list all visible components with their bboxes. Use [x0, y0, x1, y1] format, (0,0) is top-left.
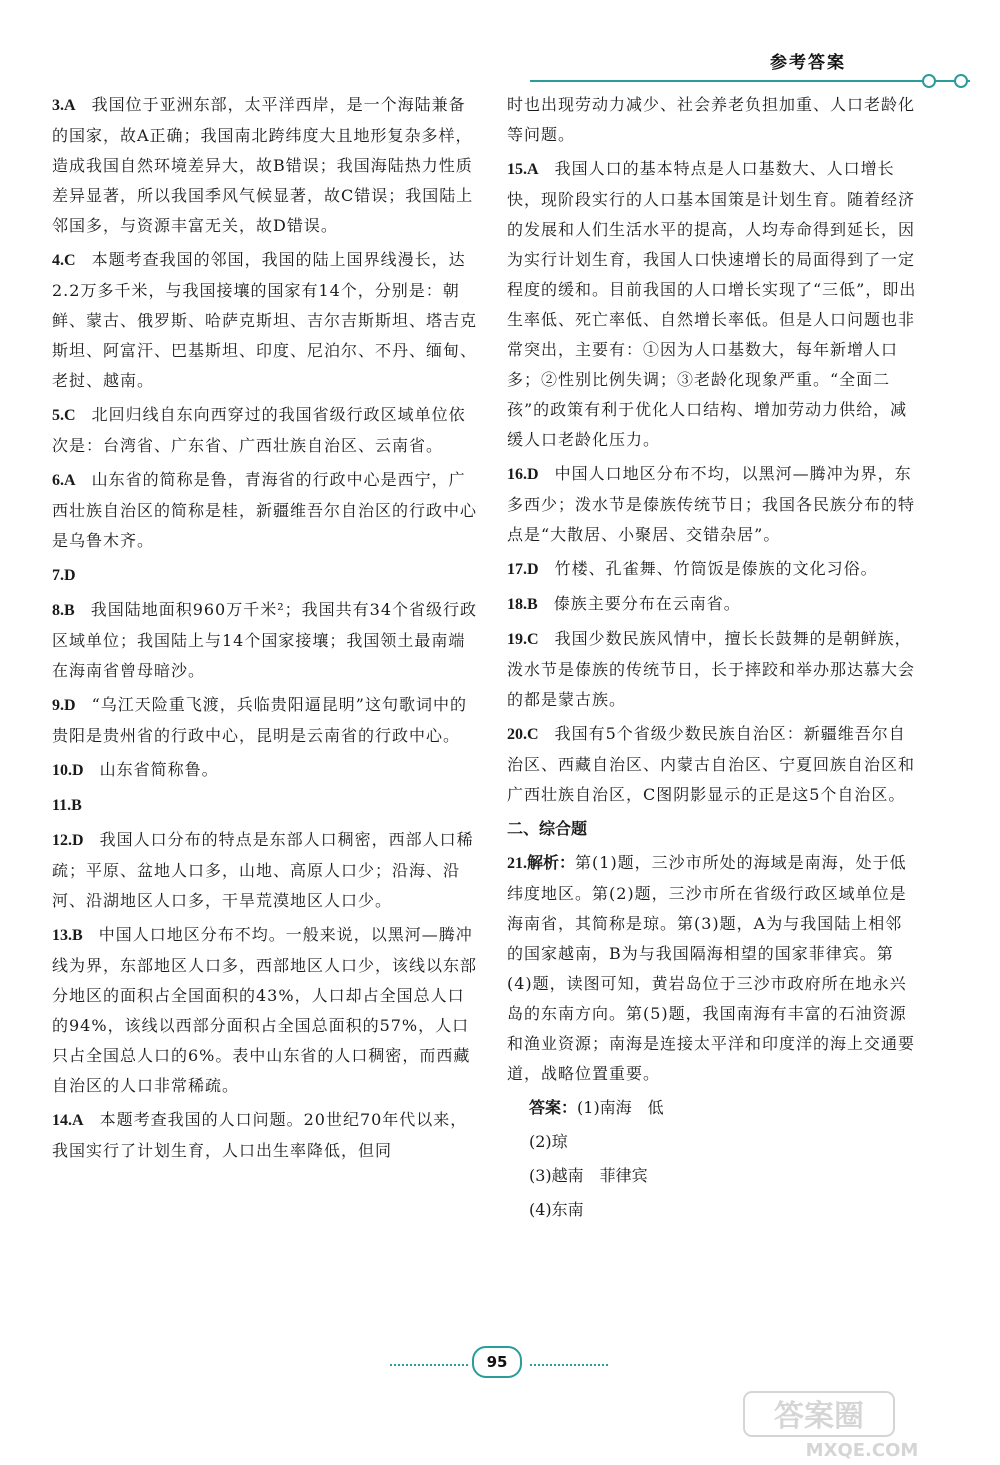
item-number: 11.B: [52, 797, 82, 814]
answer-item: [52, 560, 480, 591]
item-number: 20.C: [507, 726, 539, 743]
answer-item: [52, 1105, 480, 1166]
item-number: 16.D: [507, 466, 539, 483]
item-explanation: 山东省简称鲁。: [99, 760, 219, 779]
watermark-subtext: MXQE.COM: [805, 1440, 919, 1460]
answer-value: (1)南海 低: [577, 1098, 664, 1117]
item-explanation: 本题考查我国的人口问题。20世纪70年代以来，我国实行了计划生育，人口出生率降低，但同: [52, 1110, 468, 1160]
answer-item: [507, 719, 917, 810]
item-number: 4.C: [52, 252, 76, 269]
answer-item: [52, 245, 480, 396]
item-number: 9.D: [52, 697, 76, 714]
item-number: 17.D: [507, 561, 539, 578]
answer-value: (2)琼: [529, 1132, 568, 1151]
answer-item: [52, 465, 480, 556]
watermark-logo: [742, 1390, 972, 1460]
header-title: 参考答案: [770, 53, 846, 73]
answer-item: [52, 595, 480, 686]
footer-dotted-rule: [530, 1364, 608, 1366]
answer-item: [507, 459, 917, 550]
answer-item: [52, 790, 480, 821]
page-number: 95: [472, 1346, 522, 1378]
item-explanation: 我国人口的基本特点是人口基数大、人口增长快，现阶段实行的人口基本国策是计划生育。随着经济的发展和人们生活水平的提高，人均寿命得到延长，因为实行计划生育，我国人口快速增长的局面得到了一定程度的缓和。目前我国的人口增长实现了“三低”，即出生率低、死亡率低、自然增长率低。但是人口问题也非常突出，主要有：①因为人口基数大，每年新增人口多；②性别比例失调；③老龄化现象严重。“全面二孩”的政策有利于优化人口结构、增加劳动力供给，减缓人口老龄化压力。: [507, 159, 917, 449]
watermark-text: 答案圈: [774, 1399, 864, 1434]
answer-line: [507, 1195, 917, 1225]
answer-item: [52, 690, 480, 751]
answer-item: [507, 848, 917, 1089]
item-number: 6.A: [52, 472, 76, 489]
header-ornament-icon: [922, 74, 936, 88]
answer-line: [507, 1093, 917, 1123]
item-explanation: 本题考查我国的邻国，我国的陆上国界线漫长，达2.2万多千米，与我国接壤的国家有14个，分别是：朝鲜、蒙古、俄罗斯、哈萨克斯坦、吉尔吉斯斯坦、塔吉克斯坦、阿富汗、巴基斯坦、印度、尼泊尔、不丹、缅甸、老挝、越南。: [52, 250, 478, 390]
item-explanation: 中国人口地区分布不均，以黑河—腾冲为界，东多西少；泼水节是傣族传统节日；我国各民族分布的特点是“大散居、小聚居、交错杂居”。: [507, 464, 916, 544]
left-column: [52, 90, 480, 1170]
answer-line: [507, 1161, 917, 1191]
answer-item: [52, 825, 480, 916]
item-number: 8.B: [52, 602, 75, 619]
answer-value: (3)越南 菲律宾: [529, 1166, 648, 1185]
answer-item: [52, 400, 480, 461]
item-explanation: 北回归线自东向西穿过的我国省级行政区域单位依次是：台湾省、广东省、广西壮族自治区、云南省。: [52, 405, 466, 455]
item-explanation: 我国少数民族风情中，擅长长鼓舞的是朝鲜族，泼水节是傣族的传统节日，长于摔跤和举办那达慕大会的都是蒙古族。: [507, 629, 916, 709]
item-explanation: “乌江天险重飞渡，兵临贵阳逼昆明”这句歌词中的贵阳是贵州省的行政中心，昆明是云南省的行政中心。: [52, 695, 467, 745]
item-number: 3.A: [52, 97, 76, 114]
item-number: 5.C: [52, 407, 76, 424]
item-number: 10.D: [52, 762, 84, 779]
header-rule: [530, 80, 970, 82]
answer-item: [52, 920, 480, 1101]
analysis-label: 解析：: [527, 855, 576, 872]
item-number: 19.C: [507, 631, 539, 648]
item-explanation: 时也出现劳动力减少、社会养老负担加重、人口老龄化等问题。: [507, 95, 916, 144]
answer-item: [507, 589, 917, 620]
item-number: 18.B: [507, 596, 538, 613]
header-ornament-icon: [954, 74, 968, 88]
item-number: 7.D: [52, 567, 76, 584]
item-explanation: 竹楼、孔雀舞、竹筒饭是傣族的文化习俗。: [554, 559, 878, 578]
item-explanation: 山东省的简称是鲁，青海省的行政中心是西宁，广西壮族自治区的简称是桂，新疆维吾尔自治区的行政中心是乌鲁木齐。: [52, 470, 478, 550]
footer-dotted-rule: [390, 1364, 468, 1366]
answer-line: [507, 1127, 917, 1157]
item-number: 14.A: [52, 1112, 84, 1129]
answer-item: [507, 554, 917, 585]
answer-value: (4)东南: [529, 1200, 584, 1219]
item-number: 15.A: [507, 161, 539, 178]
page-header: [530, 44, 970, 84]
answer-item: [507, 154, 917, 455]
answer-item-continued: [507, 90, 917, 150]
item-explanation: 傣族主要分布在云南省。: [553, 594, 741, 613]
answer-item: [52, 90, 480, 241]
item-explanation: 中国人口地区分布不均。一般来说，以黑河—腾冲线为界，东部地区人口多，西部地区人口少，该线以东部分地区的面积占全国面积的43%，人口却占全国总人口的94%，该线以西部分面积占全国总面积的57%，人口只占全国总人口的6%。表中山东省的人口稠密，而西藏自治区的人口非常稀疏。: [52, 925, 478, 1095]
right-column: [507, 90, 917, 1229]
item-explanation: 我国人口分布的特点是东部人口稠密，西部人口稀疏；平原、盆地人口多，山地、高原人口少；沿海、沿河、沿湖地区人口多，干旱荒漠地区人口少。: [52, 830, 474, 910]
answer-item: [52, 755, 480, 786]
item-number: 12.D: [52, 832, 84, 849]
item-explanation: 我国有5个省级少数民族自治区：新疆维吾尔自治区、西藏自治区、内蒙古自治区、宁夏回族自治区和广西壮族自治区，C图阴影显示的正是这5个自治区。: [507, 724, 916, 804]
item-number: 21.: [507, 855, 527, 872]
page-footer: [390, 1346, 610, 1376]
answer-label: 答案：: [529, 1098, 578, 1117]
section-heading: 二、综合题: [507, 819, 588, 838]
item-number: 13.B: [52, 927, 83, 944]
answer-item: [507, 624, 917, 715]
item-explanation: 我国位于亚洲东部，太平洋西岸，是一个海陆兼备的国家，故A正确；我国南北跨纬度大且地形复杂多样，造成我国自然环境差异大，故B错误；我国海陆热力性质差异显著，所以我国季风气候显著，故C错误；我国陆上邻国多，与资源丰富无关，故D错误。: [52, 95, 474, 235]
item-explanation: 我国陆地面积960万千米²；我国共有34个省级行政区域单位；我国陆上与14个国家接壤；我国领土最南端在海南省曾母暗沙。: [52, 600, 478, 680]
item-explanation: 第(1)题，三沙市所处的海域是南海，处于低纬度地区。第(2)题，三沙市所在省级行政区域单位是海南省，其简称是琼。第(3)题，A为与我国陆上相邻的国家越南，B为与我国隔海相望的国家菲律宾。第(4)题，读图可知，黄岩岛位于三沙市政府所在地永兴岛的东南方向。第(5)题，我国南海有丰富的石油资源和渔业资源；南海是连接太平洋和印度洋的海上交通要道，战略位置重要。: [507, 853, 916, 1083]
